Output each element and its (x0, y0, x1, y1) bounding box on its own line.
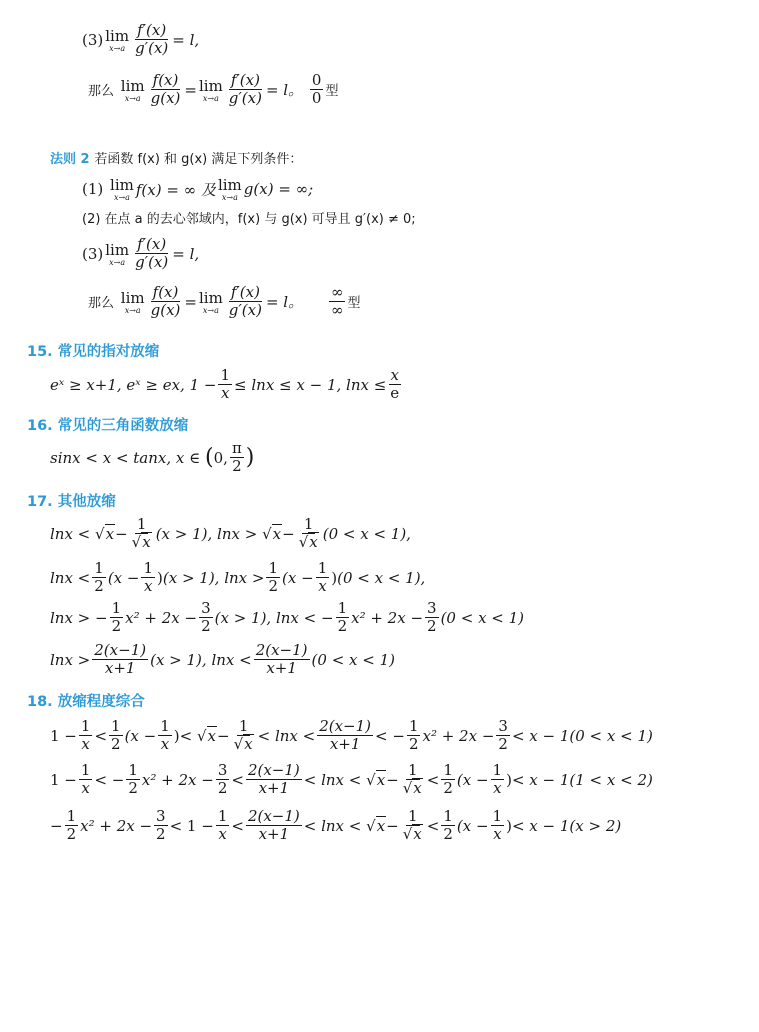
fraction (133, 236, 170, 272)
fraction (141, 560, 155, 596)
math-term: x (493, 779, 502, 798)
fraction-numerator: 1 (66, 807, 77, 825)
fraction (65, 808, 79, 844)
math-term: lnx > (50, 650, 91, 669)
fraction-numerator: 0 (311, 71, 322, 89)
math-term: ( (205, 444, 214, 470)
math-term: < (94, 726, 108, 745)
math-term: 1 − (50, 726, 77, 745)
math-term: (3) (82, 30, 104, 49)
fraction-numerator: 1 (492, 807, 503, 825)
limit-operator (199, 77, 223, 103)
fraction (254, 642, 310, 678)
math-term: (x − (456, 816, 489, 835)
fraction-numerator: 1 (317, 559, 328, 577)
fraction (336, 600, 350, 636)
fraction-numerator: 1 (268, 559, 279, 577)
fraction-numerator: 2(x−1) (255, 641, 308, 659)
s18-line2 (50, 762, 653, 798)
math-term: (x − (107, 568, 140, 587)
math-term: √x (402, 779, 422, 798)
math-term: (1) (82, 180, 104, 198)
fraction-numerator: 1 (80, 761, 91, 779)
math-term: (2) 在点 a 的去心邻域内，f(x) 与 g(x) 可导且 g′(x) ≠ 0; (82, 212, 416, 227)
fraction-numerator: π (231, 439, 242, 457)
math-term: ) (506, 816, 512, 835)
rule2-cond1 (82, 176, 313, 202)
math-term: 2 (337, 617, 348, 636)
math-term: x (221, 384, 230, 403)
sqrt-radicand: x (272, 525, 282, 544)
fraction-numerator: 1 (143, 559, 154, 577)
fraction (126, 762, 140, 798)
math-term: lim (110, 176, 134, 194)
sqrt-radicand: x (105, 525, 115, 544)
math-term: g(x) (150, 301, 181, 320)
math-term: x→a (109, 257, 126, 267)
fraction-numerator: f′(x) (230, 283, 260, 301)
math-term: ≤ lnx ≤ x − 1, lnx ≤ (234, 375, 387, 394)
sqrt-radicand: x (413, 825, 422, 844)
math-term: ) (331, 568, 338, 587)
fraction (316, 560, 330, 596)
fraction-numerator: 3 (201, 599, 211, 617)
math-term: x² + 2x − (80, 816, 153, 835)
math-term: 2 (156, 825, 166, 844)
math-term: g′(x) (135, 39, 169, 58)
math-term: 那么 (88, 84, 115, 100)
fraction-numerator: 2(x−1) (319, 717, 372, 735)
math-term: (x > 1), lnx > (162, 568, 265, 587)
fraction (491, 762, 505, 798)
math-term: 那么 (88, 296, 115, 312)
fraction (407, 718, 421, 754)
fraction (227, 72, 264, 108)
fraction-numerator: 1 (111, 717, 121, 735)
math-term: = (184, 80, 197, 99)
s16-formula (50, 440, 254, 476)
math-term: − (386, 770, 399, 789)
math-term: < lnx < (257, 726, 316, 745)
math-term: 2 (443, 779, 453, 798)
math-term: < (426, 816, 440, 835)
math-term: √x (233, 735, 253, 754)
math-term: 2 (128, 779, 138, 798)
math-term: = l, (172, 244, 200, 263)
fraction (79, 762, 93, 798)
math-term: < x − 1(1 < x < 2) (511, 770, 653, 789)
math-term: (3) (82, 244, 104, 263)
math-term: = l。 (265, 293, 304, 312)
math-term: e (390, 384, 400, 403)
fraction (149, 284, 183, 320)
math-term: 2 (94, 577, 104, 596)
math-term: 2 (268, 577, 279, 596)
math-term: 2 (427, 617, 437, 636)
fraction (388, 367, 401, 403)
math-term: x→a (124, 305, 141, 315)
s17-line3 (50, 600, 524, 636)
fraction-numerator: 1 (492, 761, 503, 779)
fraction-numerator: 1 (443, 761, 453, 779)
s17-line1 (50, 516, 411, 552)
limit-operator (105, 241, 129, 267)
math-term: sinx < x < tanx, x ∈ (50, 448, 201, 467)
math-term: lnx < (50, 568, 91, 587)
fraction (149, 72, 183, 108)
math-term: (x > 1), lnx > (155, 524, 258, 543)
s17-line4 (50, 642, 395, 678)
math-term: − (282, 524, 295, 543)
fraction-numerator: 1 (217, 807, 228, 825)
math-term: √x (131, 533, 151, 552)
math-term: x+1 (104, 659, 136, 678)
math-term: g(x) = ∞; (243, 180, 314, 198)
limit-operator (110, 176, 134, 202)
fraction-numerator: f′(x) (230, 71, 260, 89)
math-term: 0, (213, 448, 228, 467)
limit-operator (121, 77, 145, 103)
fraction-numerator: 1 (443, 807, 453, 825)
math-term: 若函数 f(x) 和 g(x) 满足下列条件： (94, 152, 303, 167)
fraction-numerator: 1 (111, 599, 122, 617)
math-term: < lnx < √ (303, 770, 376, 789)
math-term: < lnx < √ (303, 816, 376, 835)
fraction-numerator: 1 (128, 761, 138, 779)
sqrt-radicand: x (207, 727, 216, 746)
fraction-numerator: 1 (160, 717, 170, 735)
fraction-numerator: 3 (498, 717, 508, 735)
rule1-conclusion (88, 72, 338, 108)
math-term: 2 (232, 457, 242, 476)
math-term: 2 (201, 617, 211, 636)
fraction-numerator: 1 (80, 717, 91, 735)
sqrt-radicand: x (376, 771, 386, 790)
math-term: < (426, 770, 440, 789)
math-term: x² + 2x − (141, 770, 214, 789)
math-term: x+1 (329, 735, 361, 754)
math-term: x (218, 825, 227, 844)
limit-operator (105, 27, 129, 53)
math-term: − (50, 816, 63, 835)
math-term: x (81, 735, 90, 754)
s17-line2 (50, 560, 425, 596)
section-15-heading: 15. 常见的指对放缩 (27, 344, 160, 360)
math-term: < x − 1(0 < x < 1) (511, 726, 653, 745)
math-term: x→a (202, 93, 219, 103)
math-term: eˣ ≥ x+1, eˣ ≥ ex, 1 − (50, 375, 217, 394)
fraction-numerator: 1 (238, 717, 249, 735)
fraction-numerator: f(x) (152, 71, 179, 89)
rule2-cond3 (82, 236, 199, 272)
fraction-numerator: 1 (136, 515, 147, 533)
rule1-cond3 (82, 22, 199, 58)
fraction (401, 808, 425, 844)
math-term: x² + 2x − (422, 726, 495, 745)
fraction (130, 516, 154, 552)
math-term: g′(x) (135, 253, 169, 272)
sqrt-radicand: x (413, 779, 422, 798)
math-term: (x − (282, 568, 314, 587)
math-term: (x > 1), lnx < − (214, 608, 334, 627)
s18-line1 (50, 718, 653, 754)
math-term: (x − (124, 726, 157, 745)
fraction (216, 808, 230, 844)
math-term: √ (262, 524, 272, 543)
fraction-numerator: f′(x) (137, 21, 167, 39)
math-term: x→a (202, 305, 219, 315)
math-term: < √ (179, 726, 207, 745)
sqrt-radicand: x (142, 533, 151, 552)
fraction (92, 642, 148, 678)
sqrt-radicand: x (376, 817, 386, 836)
math-term: − (115, 524, 128, 543)
math-term: lim (120, 76, 145, 95)
math-term: 2 (111, 617, 122, 636)
fraction (218, 367, 232, 403)
math-term: ) (506, 770, 512, 789)
fraction (133, 22, 170, 58)
math-term: 1 − (50, 770, 77, 789)
fraction (246, 762, 302, 798)
math-term: lnx > − (50, 608, 108, 627)
math-term: lim (105, 240, 130, 259)
math-term: g(x) (150, 89, 181, 108)
math-term: lim (198, 288, 223, 307)
limit-operator (121, 289, 145, 315)
math-term: lim (120, 288, 145, 307)
fraction-numerator: x (390, 366, 399, 384)
fraction-numerator: 1 (407, 807, 418, 825)
math-term: < − (375, 726, 405, 745)
math-term: 型 (347, 296, 361, 312)
math-term: (x − (456, 770, 489, 789)
fraction (266, 560, 280, 596)
fraction (158, 718, 172, 754)
fraction (310, 72, 324, 108)
fraction-numerator: 1 (94, 559, 104, 577)
math-term: f(x) = ∞ 及 (135, 180, 216, 199)
fraction-numerator: ∞ (330, 283, 344, 301)
fraction (199, 600, 213, 636)
section-16-heading: 16. 常见的三角函数放缩 (27, 418, 189, 434)
fraction-numerator: 1 (408, 717, 419, 735)
math-term: x→a (124, 93, 141, 103)
math-term: ∞ (330, 301, 344, 320)
math-term: √ (95, 524, 105, 543)
fraction-numerator: 1 (220, 366, 231, 384)
fraction (329, 284, 346, 320)
limit-operator (199, 289, 223, 315)
math-term: lim (105, 26, 130, 45)
math-term: = (184, 292, 197, 311)
fraction (441, 808, 455, 844)
fraction-numerator: 1 (407, 761, 418, 779)
fraction (441, 762, 455, 798)
math-term: (0 < x < 1) (311, 650, 395, 669)
fraction (317, 718, 373, 754)
s15-formula (50, 367, 403, 403)
math-term: 2 (111, 735, 121, 754)
sqrt-radicand: x (309, 533, 318, 552)
math-term: < − (94, 770, 125, 789)
fraction (496, 718, 510, 754)
math-term: 型 (325, 84, 339, 100)
fraction (297, 516, 321, 552)
math-term: g′(x) (228, 89, 262, 108)
math-term: 2 (217, 779, 228, 798)
fraction (230, 440, 244, 476)
fraction-numerator: 3 (217, 761, 228, 779)
fraction (154, 808, 168, 844)
fraction-numerator: 2(x−1) (94, 641, 147, 659)
math-term: x (81, 779, 90, 798)
math-term: < (231, 816, 244, 835)
math-term: 2 (443, 825, 453, 844)
math-term: x+1 (258, 825, 290, 844)
math-term: (0 < x < 1) (440, 608, 525, 627)
fraction (491, 808, 505, 844)
math-term: √x (402, 825, 422, 844)
fraction-numerator: 3 (427, 599, 437, 617)
math-term: lim (217, 176, 242, 194)
fraction (232, 718, 256, 754)
math-term: (x > 1), lnx < (150, 650, 252, 669)
math-term: x (318, 577, 327, 596)
s18-line3 (50, 808, 621, 844)
section-17-heading: 17. 其他放缩 (27, 494, 116, 510)
fraction-numerator: f′(x) (137, 235, 167, 253)
math-term: 0 (311, 89, 322, 108)
math-term: − (217, 726, 230, 745)
fraction-numerator: 1 (303, 515, 314, 533)
rule2-intro (50, 148, 302, 167)
math-term: lnx < (50, 524, 91, 543)
math-term: g′(x) (228, 301, 262, 320)
math-term: lim (198, 76, 223, 95)
fraction (92, 560, 106, 596)
math-term: x (144, 577, 153, 596)
math-term: < x − 1(x > 2) (511, 816, 622, 835)
math-term: < 1 − (169, 816, 214, 835)
fraction (216, 762, 230, 798)
fraction (109, 718, 123, 754)
math-term: = l。 (265, 81, 304, 100)
fraction (246, 808, 302, 844)
section-18-heading: 18. 放缩程度综合 (27, 694, 145, 710)
math-term: x (160, 735, 170, 754)
math-term: 2 (498, 735, 508, 754)
math-term: 法则 2 (50, 152, 90, 167)
sqrt-radicand: x (244, 735, 253, 754)
limit-operator (218, 176, 242, 202)
math-term: x→a (113, 193, 130, 202)
math-term: ) (173, 726, 180, 745)
fraction (79, 718, 93, 754)
rule2-conclusion (88, 284, 360, 320)
fraction-numerator: 3 (156, 807, 166, 825)
math-term: √x (298, 533, 318, 552)
math-term: 2 (408, 735, 419, 754)
math-term: x→a (109, 43, 126, 53)
fraction-numerator: f(x) (152, 283, 179, 301)
math-term: x² + 2x − (125, 608, 198, 627)
math-term: ) (245, 444, 255, 470)
math-term: x→a (221, 193, 238, 202)
fraction (401, 762, 425, 798)
fraction-numerator: 1 (337, 599, 348, 617)
fraction (110, 600, 124, 636)
math-term: (0 < x < 1), (322, 524, 411, 543)
math-term: (0 < x < 1), (337, 568, 426, 587)
math-term: x+1 (258, 779, 290, 798)
fraction-numerator: 2(x−1) (247, 761, 300, 779)
math-term: < (231, 770, 244, 789)
math-term: x+1 (266, 659, 297, 678)
fraction-numerator: 2(x−1) (247, 807, 300, 825)
fraction (227, 284, 264, 320)
rule2-cond2 (82, 208, 416, 227)
fraction (425, 600, 439, 636)
math-term: x (493, 825, 502, 844)
math-term: − (386, 816, 399, 835)
math-term: 2 (66, 825, 77, 844)
math-term: ) (157, 568, 163, 587)
math-term: = l, (172, 30, 200, 49)
math-term: x² + 2x − (351, 608, 424, 627)
